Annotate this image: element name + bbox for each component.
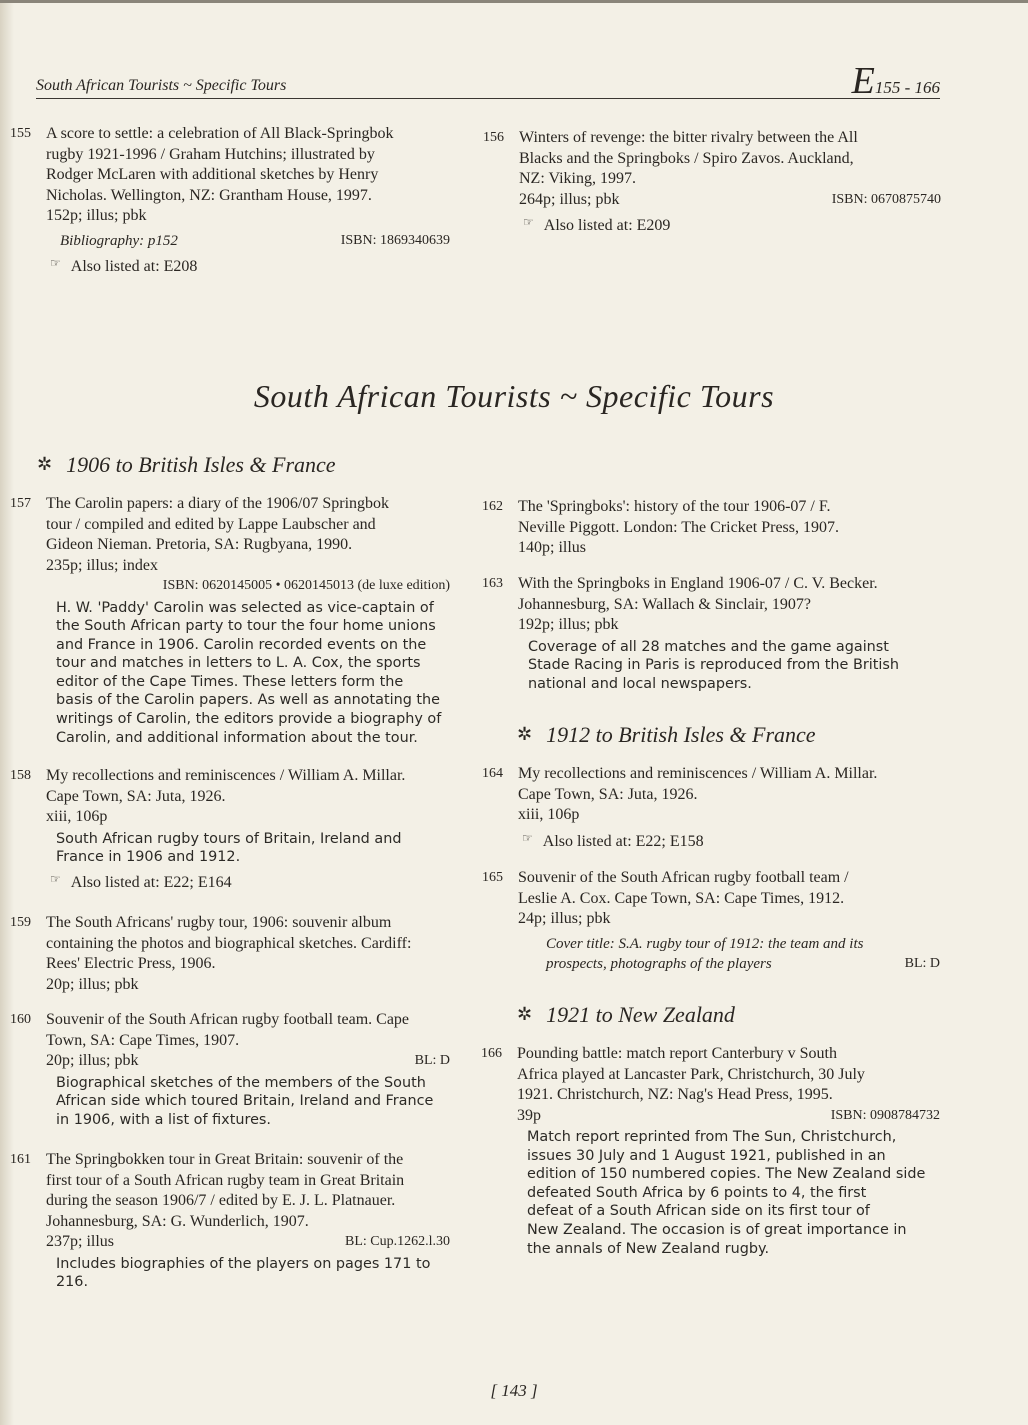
description-line: edition of 150 numbered copies. The New Zealand side bbox=[527, 1166, 926, 1183]
entry-line: NZ: Viking, 1997. bbox=[519, 170, 636, 187]
entry-line: Leslie A. Cox. Cape Town, SA: Cape Times, 1912. bbox=[518, 889, 845, 907]
entry-line: containing the photos and biographical sketches. Cardiff: bbox=[46, 934, 412, 952]
entry-162 bbox=[482, 497, 940, 559]
also-listed-text: Also listed at: E208 bbox=[70, 258, 198, 275]
also-listed-text: Also listed at: E209 bbox=[543, 217, 671, 234]
description-line: Coverage of all 28 matches and the game against bbox=[528, 638, 889, 655]
entry-line: Souvenir of the South African rugby football team. Cape bbox=[46, 1011, 410, 1028]
top-edge-line bbox=[0, 0, 1028, 3]
entry-number: 160 bbox=[10, 1012, 31, 1027]
entry-line: 24p; illus; pbk bbox=[518, 910, 611, 927]
cover-title-note: Cover title: S.A. rugby tour of 1912: the team and its bbox=[546, 935, 864, 952]
entry-line: My recollections and reminiscences / William A. Millar. bbox=[518, 765, 878, 782]
entry-line: My recollections and reminiscences / William A. Millar. bbox=[46, 767, 406, 784]
pointing-hand-icon: ☞ bbox=[50, 871, 61, 886]
entry-158 bbox=[10, 766, 450, 893]
isbn: ISBN: 1869340639 bbox=[340, 232, 450, 248]
also-listed bbox=[46, 869, 450, 894]
entry-number: 166 bbox=[481, 1046, 502, 1061]
bl-shelfmark: BL: D bbox=[904, 956, 940, 971]
entry-number: 161 bbox=[10, 1152, 31, 1167]
description-line: Biographical sketches of the members of the South bbox=[56, 1074, 426, 1091]
asterisk-icon: ✲ bbox=[517, 724, 533, 745]
entry-description bbox=[56, 1074, 450, 1130]
entry-166 bbox=[481, 1044, 940, 1258]
entry-line: Nicholas. Wellington, NZ: Grantham House, 1997. bbox=[46, 186, 372, 204]
entry-161 bbox=[10, 1150, 450, 1292]
entry-159 bbox=[10, 913, 450, 995]
subhead-1912 bbox=[517, 722, 816, 748]
entry-line: Gideon Nieman. Pretoria, SA: Rugbyana, 1990. bbox=[46, 536, 353, 553]
subhead-text: 1921 to New Zealand bbox=[546, 1002, 735, 1027]
description-line: France in 1906 and 1912. bbox=[56, 849, 241, 866]
description-line: H. W. 'Paddy' Carolin was selected as vice-captain of bbox=[56, 599, 434, 616]
entry-line: during the season 1906/7 / edited by E. J. L. Platnauer. bbox=[46, 1192, 396, 1209]
running-head-title: South African Tourists ~ Specific Tours bbox=[36, 77, 287, 94]
description-line: national and local newspapers. bbox=[528, 675, 752, 692]
bibliography-note: Bibliography: p152 bbox=[60, 232, 178, 249]
entry-description bbox=[56, 830, 450, 867]
description-line: issues 30 July and 1 August 1921, published in an bbox=[527, 1147, 886, 1164]
also-listed-text: Also listed at: E22; E158 bbox=[542, 832, 704, 850]
entry-163 bbox=[482, 574, 940, 693]
entry-line: 140p; illus bbox=[518, 539, 587, 556]
entry-line: Cape Town, SA: Juta, 1926. bbox=[518, 785, 698, 803]
subhead-text: 1912 to British Isles & France bbox=[546, 722, 816, 747]
entry-line: first tour of a South African rugby team in Great Britain bbox=[46, 1171, 405, 1189]
entry-number: 164 bbox=[482, 766, 503, 781]
description-line: in 1906, with a list of fixtures. bbox=[56, 1111, 271, 1128]
running-head-numbers: 155 - 166 bbox=[874, 78, 940, 97]
description-line: the South African party to tour the four home unions bbox=[56, 618, 436, 635]
bl-shelfmark: BL: D bbox=[414, 1053, 450, 1068]
entry-line: 192p; illus; pbk bbox=[518, 616, 619, 633]
subhead-1921 bbox=[517, 1002, 735, 1028]
also-listed bbox=[518, 828, 940, 853]
description-line: and France in 1906. Carolin recorded events on the bbox=[56, 636, 427, 653]
entry-line: Pounding battle: match report Canterbury v South bbox=[517, 1045, 837, 1062]
entry-description bbox=[56, 599, 450, 748]
entry-line: Souvenir of the South African rugby football team / bbox=[518, 869, 849, 886]
entry-line: Blacks and the Springboks / Spiro Zavos. Auckland, bbox=[519, 149, 854, 167]
entry-line: Johannesburg, SA: G. Wunderlich, 1907. bbox=[46, 1212, 309, 1230]
subhead-1906 bbox=[37, 452, 336, 478]
entry-line: Town, SA: Cape Times, 1907. bbox=[46, 1031, 240, 1049]
entry-line: Cape Town, SA: Juta, 1926. bbox=[46, 787, 226, 805]
running-head-range bbox=[851, 60, 940, 102]
entry-line: Africa played at Lancaster Park, Christchurch, 30 July bbox=[517, 1065, 865, 1083]
entry-format: 20p; illus; pbk bbox=[46, 1052, 139, 1069]
entry-number: 159 bbox=[10, 915, 31, 930]
entry-line: With the Springboks in England 1906-07 / C. V. Becker. bbox=[518, 575, 878, 592]
cover-title-note: prospects, photographs of the players bbox=[546, 956, 772, 972]
isbn: ISBN: 0620145005 • 0620145013 (de luxe edition) bbox=[162, 578, 450, 593]
description-line: Match report reprinted from The Sun, Christchurch, bbox=[527, 1129, 897, 1145]
entry-number: 155 bbox=[10, 126, 31, 141]
description-line: defeat of a South African side on its first tour of bbox=[527, 1203, 870, 1220]
page-number: [ 143 ] bbox=[490, 1381, 538, 1400]
entry-line: 1921. Christchurch, NZ: Nag's Head Press, 1995. bbox=[517, 1086, 833, 1103]
also-listed bbox=[46, 253, 450, 278]
description-line: 216. bbox=[56, 1274, 89, 1291]
entry-157 bbox=[10, 494, 450, 747]
description-line: defeated South Africa by 6 points to 4, the first bbox=[527, 1184, 867, 1201]
entry-number: 157 bbox=[10, 496, 31, 511]
description-line: tour and matches in letters to L. A. Cox, the sports bbox=[56, 655, 421, 672]
entry-description bbox=[528, 638, 940, 694]
bl-shelfmark: BL: Cup.1262.l.30 bbox=[344, 1234, 450, 1249]
entry-line: Rees' Electric Press, 1906. bbox=[46, 955, 216, 972]
entry-line: tour / compiled and edited by Lappe Laubscher and bbox=[46, 515, 376, 533]
entry-line: The South Africans' rugby tour, 1906: souvenir album bbox=[46, 914, 392, 931]
entry-line: The Springbokken tour in Great Britain: souvenir of the bbox=[46, 1151, 404, 1168]
pointing-hand-icon: ☞ bbox=[50, 256, 61, 270]
description-line: Includes biographies of the players on pages 171 to bbox=[56, 1255, 431, 1272]
subhead-text: 1906 to British Isles & France bbox=[66, 452, 336, 477]
entry-number: 156 bbox=[483, 130, 504, 145]
entry-line: 20p; illus; pbk bbox=[46, 975, 139, 993]
entry-165 bbox=[482, 868, 940, 975]
entry-line: The 'Springboks': history of the tour 1906-07 / F. bbox=[518, 498, 831, 515]
entry-160 bbox=[10, 1010, 450, 1129]
pointing-hand-icon: ☞ bbox=[522, 830, 533, 845]
description-line: the annals of New Zealand rugby. bbox=[527, 1240, 770, 1257]
running-head bbox=[36, 60, 940, 102]
entry-format: 264p; illus; pbk bbox=[519, 190, 620, 208]
isbn: ISBN: 0908784732 bbox=[830, 1107, 940, 1123]
running-head-letter: E bbox=[851, 60, 875, 102]
isbn: ISBN: 0670875740 bbox=[831, 191, 941, 207]
entry-line: 235p; illus; index bbox=[46, 556, 158, 574]
description-line: New Zealand. The occasion is of great importance in bbox=[527, 1221, 907, 1238]
entry-description bbox=[527, 1128, 940, 1258]
entry-number: 165 bbox=[482, 870, 503, 885]
entry-format: 39p bbox=[517, 1106, 541, 1124]
description-line: basis of the Carolin papers. As well as annotating the bbox=[56, 692, 441, 709]
entry-line: A score to settle: a celebration of All Black-Springbok bbox=[46, 125, 394, 142]
entry-line: The Carolin papers: a diary of the 1906/07 Springbok bbox=[46, 495, 390, 512]
also-listed-text: Also listed at: E22; E164 bbox=[70, 873, 232, 891]
entry-line: xiii, 106p bbox=[46, 808, 108, 825]
entry-164 bbox=[482, 764, 940, 852]
entry-line: Rodger McLaren with additional sketches by Henry bbox=[46, 166, 379, 183]
entry-155 bbox=[10, 124, 450, 278]
entry-line: Winters of revenge: the bitter rivalry between the All bbox=[519, 129, 858, 146]
entry-line: Neville Piggott. London: The Cricket Press, 1907. bbox=[518, 518, 840, 536]
entry-number: 163 bbox=[482, 576, 503, 591]
pointing-hand-icon: ☞ bbox=[523, 215, 534, 229]
entry-line: Johannesburg, SA: Wallach & Sinclair, 1907? bbox=[518, 595, 811, 613]
entry-number: 158 bbox=[10, 768, 31, 783]
entry-156 bbox=[483, 128, 941, 237]
description-line: African side which toured Britain, Ireland and France bbox=[56, 1093, 434, 1110]
entry-format: 237p; illus bbox=[46, 1233, 115, 1250]
section-title: South African Tourists ~ Specific Tours bbox=[253, 378, 775, 414]
asterisk-icon: ✲ bbox=[37, 454, 53, 475]
entry-line: 152p; illus; pbk bbox=[46, 207, 147, 224]
entry-number: 162 bbox=[482, 499, 503, 514]
entry-line: xiii, 106p bbox=[518, 806, 580, 823]
entry-description bbox=[56, 1255, 450, 1292]
description-line: South African rugby tours of Britain, Ireland and bbox=[56, 830, 402, 847]
also-listed bbox=[519, 212, 941, 237]
description-line: Carolin, and additional information about the tour. bbox=[56, 729, 418, 746]
description-line: editor of the Cape Times. These letters form the bbox=[56, 673, 404, 690]
description-line: Stade Racing in Paris is reproduced from the British bbox=[528, 657, 900, 674]
description-line: writings of Carolin, the editors provide a biography of bbox=[56, 711, 442, 728]
entry-line: rugby 1921-1996 / Graham Hutchins; illustrated by bbox=[46, 145, 375, 163]
asterisk-icon: ✲ bbox=[517, 1004, 533, 1025]
